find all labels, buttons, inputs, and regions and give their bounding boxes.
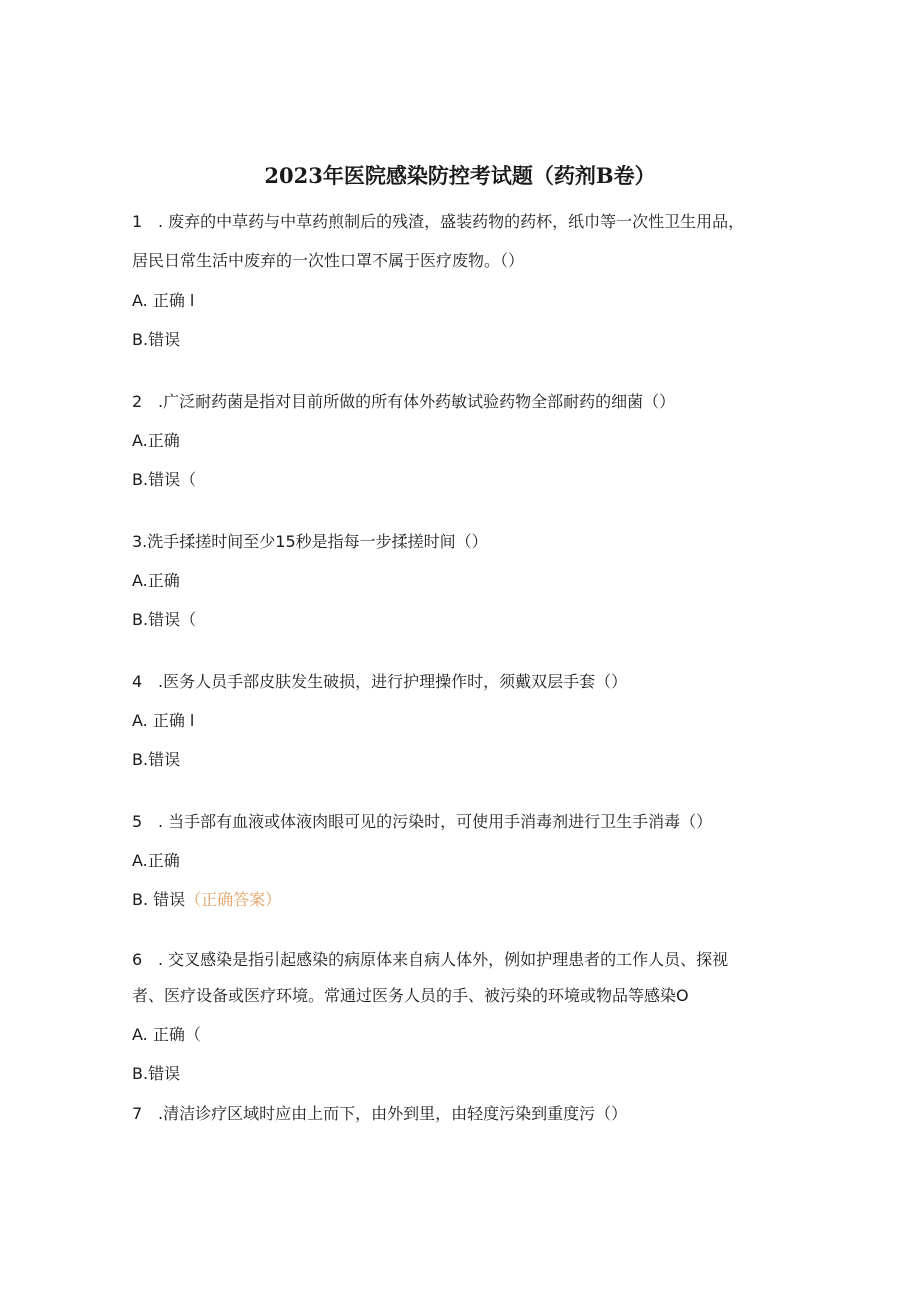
option-a[interactable]: A. 正确 l [132, 291, 195, 310]
question-text-line: 1 . 废弃的中草药与中草药煎制后的残渣，盛装药物的药杯，纸巾等一次性卫生用品， [132, 212, 745, 231]
question-number: 1 [132, 212, 143, 231]
option-a[interactable]: A.正确 [132, 851, 180, 870]
question-text-line: 7 .清洁诊疗区域时应由上而下，由外到里，由轻度污染到重度污（） [132, 1104, 628, 1123]
question-number: 7 [132, 1104, 143, 1123]
question-text-line: 6 . 交叉感染是指引起感染的病原体来自病人体外，例如护理患者的工作人员、探视 [132, 950, 729, 969]
question-number: 2 [132, 392, 143, 411]
option-a[interactable]: A. 正确（ [132, 1025, 201, 1044]
option-b[interactable]: B.错误 [132, 750, 181, 769]
page-title: 2023年医院感染防控考试题（药剂B卷） [264, 163, 656, 188]
option-b[interactable]: B.错误 [132, 330, 181, 349]
question-text-line: 5 . 当手部有血液或体液肉眼可见的污染时，可使用手消毒剂进行卫生手消毒（） [132, 812, 713, 831]
option-b[interactable]: B.错误（ [132, 610, 197, 629]
correct-answer-hint: （正确答案） [185, 890, 282, 909]
question-text-line: 3.洗手揉搓时间至少15秒是指每一步揉搓时间（） [132, 532, 488, 551]
option-a[interactable]: A. 正确 l [132, 711, 195, 730]
option-a[interactable]: A.正确 [132, 571, 180, 590]
question-number: 6 [132, 950, 143, 969]
question-number: 5 [132, 812, 143, 831]
question-text-line: 2 .广泛耐药菌是指对目前所做的所有体外药敏试验药物全部耐药的细菌（） [132, 392, 676, 411]
option-b[interactable]: B. 错误（正确答案） [132, 890, 282, 909]
option-a[interactable]: A.正确 [132, 431, 180, 450]
question-text-line: 居民日常生活中废弃的一次性口罩不属于医疗废物。（） [132, 251, 525, 270]
option-b[interactable]: B.错误（ [132, 470, 197, 489]
option-b[interactable]: B.错误 [132, 1064, 181, 1083]
question-text-line: 者、医疗设备或医疗环境。常通过医务人员的手、被污染的环境或物品等感染O [132, 986, 689, 1005]
question-number: 4 [132, 672, 143, 691]
question-number: 3. [132, 532, 148, 551]
question-text-line: 4 .医务人员手部皮肤发生破损，进行护理操作时，须戴双层手套（） [132, 672, 628, 691]
